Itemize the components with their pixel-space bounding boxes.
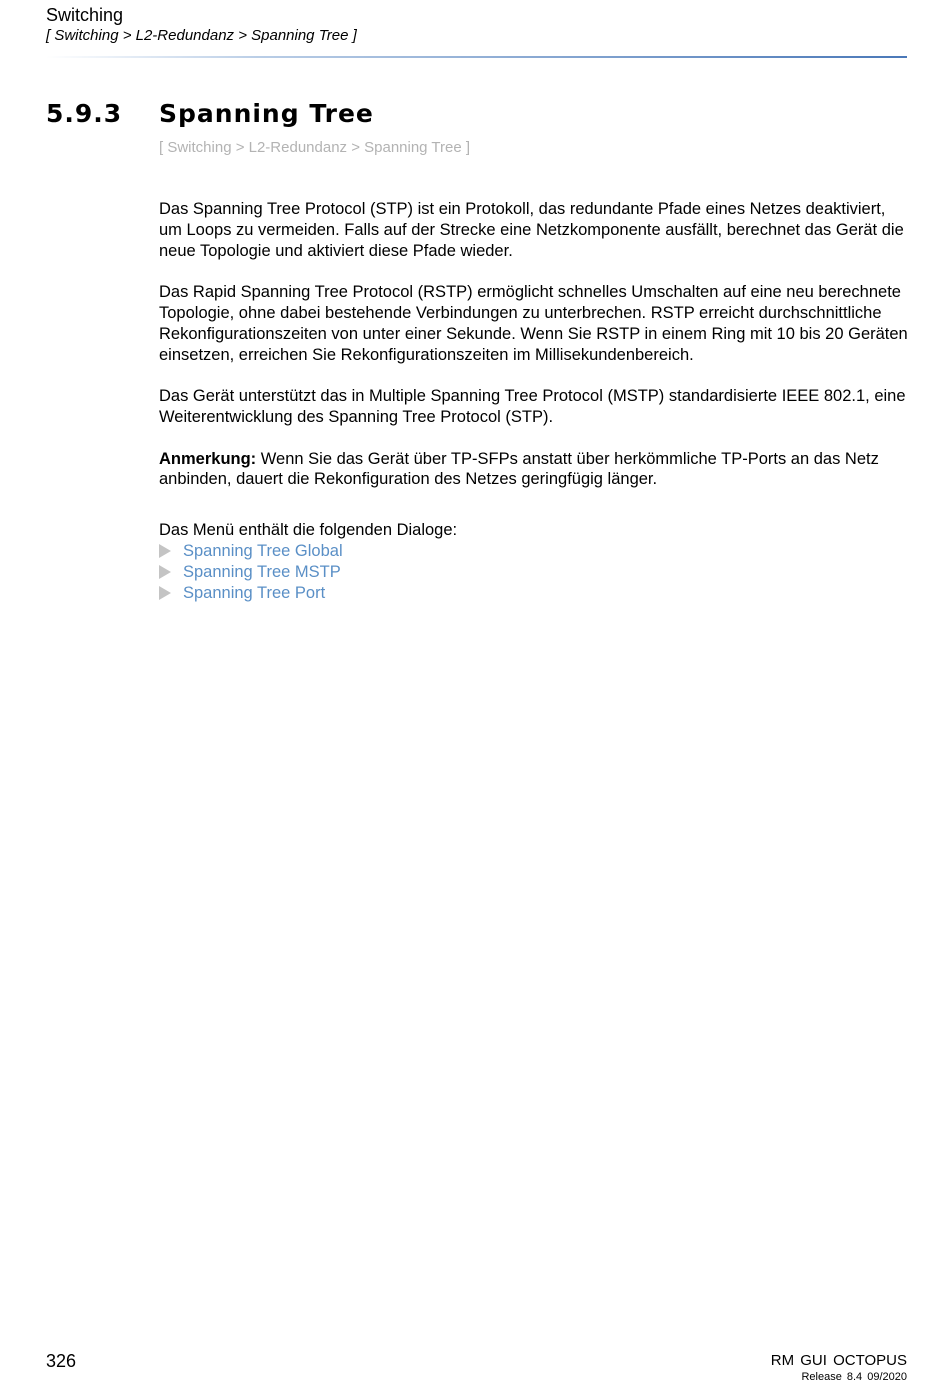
link-spanning-tree-global[interactable]: Spanning Tree Global: [183, 541, 343, 560]
release-info: Release 8.4 09/2020: [801, 1371, 907, 1383]
product-name: RM GUI OCTOPUS: [770, 1352, 907, 1369]
note-label: Anmerkung:: [159, 449, 257, 468]
triangle-right-icon: [159, 565, 171, 579]
triangle-right-icon: [159, 586, 171, 600]
list-item: [159, 562, 909, 583]
page-number: 326: [46, 1351, 77, 1371]
paragraph-rstp: Das Rapid Spanning Tree Protocol (RSTP) ermöglicht schnelles Umschalten auf eine neu berechnete Topologie, ohne dabei bestehende Verbindungen zu unterbrechen. RSTP erreicht durchschnittliche Rekonfigurationszeiten von unter einer Sekunde. Wenn Sie RSTP in einem Ring mit 10 bis 20 Geräten einsetzen, erreichen Sie Rekonfigurationszeiten im Millisekundenbereich.: [159, 283, 908, 364]
header-breadcrumb: [ Switching > L2-Redundanz > Spanning Tree ]: [46, 27, 357, 44]
link-spanning-tree-port[interactable]: Spanning Tree Port: [183, 583, 326, 602]
dialog-link-list: [159, 541, 909, 603]
section-title: Spanning Tree: [159, 99, 374, 128]
menu-intro: Das Menü enthält die folgenden Dialoge:: [159, 521, 458, 540]
link-spanning-tree-mstp[interactable]: Spanning Tree MSTP: [183, 562, 341, 581]
note-paragraph: [159, 449, 909, 491]
list-item: [159, 583, 909, 604]
header-title: Switching: [46, 5, 124, 25]
triangle-right-icon: [159, 544, 171, 558]
note-text: Wenn Sie das Gerät über TP-SFPs anstatt über herkömmliche TP-Ports an das Netz anbinden, dauert die Rekonfiguration des Netzes geringfügig länger.: [159, 449, 879, 489]
header-divider: [46, 56, 907, 58]
section-body: [159, 199, 909, 603]
section-number: 5.9.3: [46, 99, 123, 128]
list-item: [159, 541, 909, 562]
paragraph-stp: Das Spanning Tree Protocol (STP) ist ein Protokoll, das redundante Pfade eines Netzes deaktiviert, um Loops zu vermeiden. Falls auf der Strecke eine Netzkomponente ausfällt, berechnet das Gerät die neue Topologie und aktiviert diese Pfade wieder.: [159, 200, 904, 260]
paragraph-mstp: Das Gerät unterstützt das in Multiple Spanning Tree Protocol (MSTP) standardisierte IEEE 802.1, eine Weiterentwicklung des Spanning Tree Protocol (STP).: [159, 387, 906, 426]
section-breadcrumb: [ Switching > L2-Redundanz > Spanning Tree ]: [159, 139, 471, 156]
